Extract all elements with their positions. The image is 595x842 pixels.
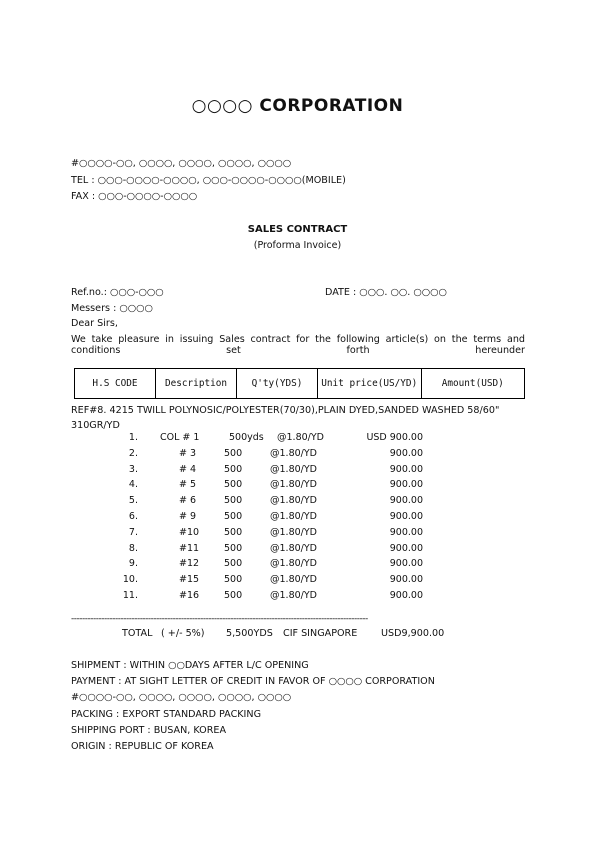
item-number: 4. <box>128 479 138 491</box>
company-address: #○○○○-○○, ○○○○, ○○○○, ○○○○, ○○○○ <box>71 158 292 169</box>
column-amount: Amount(USD) <box>421 369 525 399</box>
item-unit-price: @1.80/YD <box>270 542 317 554</box>
term-shipment: SHIPMENT : WITHIN ○○DAYS AFTER L/C OPENING <box>71 660 309 671</box>
item-quantity: 500 <box>224 558 243 570</box>
item-amount: 900.00 <box>389 558 423 570</box>
column-hs-code: H.S CODE <box>75 369 156 399</box>
messers: Messers : ○○○○ <box>71 303 153 314</box>
total-quantity: 5,500YDS <box>226 628 273 639</box>
item-number: 7. <box>128 526 138 538</box>
item-amount: 900.00 <box>389 526 423 538</box>
item-unit-price: @1.80/YD <box>270 558 317 570</box>
term-payment: PAYMENT : AT SIGHT LETTER OF CREDIT IN FAVOR OF ○○○○ CORPORATION <box>71 676 435 687</box>
total-label: TOTAL <box>122 628 153 639</box>
separator-line: ------------------------------------------------------------------------------------------------------------ <box>71 614 368 624</box>
document-date: DATE : ○○○. ○○. ○○○○ <box>325 287 447 298</box>
item-quantity: 500 <box>224 526 243 538</box>
company-tel: TEL : ○○○-○○○○-○○○○, ○○○-○○○○-○○○○(MOBILE) <box>71 175 346 186</box>
item-color: # 4 <box>179 463 197 475</box>
item-number: 5. <box>128 495 138 507</box>
item-color: # 5 <box>179 479 197 491</box>
item-quantity: 500yds <box>229 432 264 443</box>
item-color: #10 <box>179 526 200 538</box>
item-amount: 900.00 <box>389 479 423 491</box>
item-amount: 900.00 <box>389 447 423 459</box>
item-quantity: 500 <box>224 479 243 491</box>
item-amount: 900.00 <box>389 495 423 507</box>
item-unit-price: @1.80/YD <box>270 526 317 538</box>
article-weight: 310GR/YD <box>71 420 120 431</box>
total-amount: USD9,900.00 <box>381 628 445 639</box>
column-header-row <box>75 369 525 399</box>
item-unit-price: @1.80/YD <box>270 463 317 475</box>
item-unit-price: @1.80/YD <box>270 590 317 601</box>
item-amount: 900.00 <box>389 463 423 475</box>
company-fax: FAX : ○○○-○○○○-○○○○ <box>71 191 198 202</box>
item-color: # 9 <box>179 511 197 522</box>
item-quantity: 500 <box>224 590 243 601</box>
document-subtitle: (Proforma Invoice) <box>253 240 342 251</box>
item-number: 1. <box>128 432 138 443</box>
item-amount: 900.00 <box>389 574 423 586</box>
item-amount: 900.00 <box>389 542 423 554</box>
item-quantity: 500 <box>224 511 243 522</box>
column-description: Description <box>156 369 237 399</box>
item-number: 6. <box>128 511 138 522</box>
term-origin: ORIGIN : REPUBLIC OF KOREA <box>71 741 214 752</box>
document-title: SALES CONTRACT <box>247 224 348 235</box>
term-shipping-port: SHIPPING PORT : BUSAN, KOREA <box>71 725 227 736</box>
term-beneficiary-address: #○○○○-○○, ○○○○, ○○○○, ○○○○, ○○○○ <box>71 692 292 703</box>
item-number: 9. <box>128 558 138 570</box>
item-color: # 3 <box>179 447 197 459</box>
item-quantity: 500 <box>224 463 243 475</box>
item-quantity: 500 <box>224 574 243 586</box>
item-color: #12 <box>179 558 200 570</box>
item-color: #11 <box>179 542 200 554</box>
item-color: COL # 1 <box>160 432 200 443</box>
term-packing: PACKING : EXPORT STANDARD PACKING <box>71 709 261 720</box>
item-unit-price: @1.80/YD <box>270 447 317 459</box>
item-amount: USD 900.00 <box>366 432 423 443</box>
item-unit-price: @1.80/YD <box>270 511 317 522</box>
item-amount: 900.00 <box>389 511 423 522</box>
item-quantity: 500 <box>224 542 243 554</box>
column-header-table <box>74 368 525 399</box>
item-number: 3. <box>128 463 138 475</box>
item-unit-price: @1.80/YD <box>270 574 317 586</box>
item-color: #15 <box>179 574 200 586</box>
total-tolerance: ( +/- 5%) <box>161 628 205 639</box>
total-terms: CIF SINGAPORE <box>283 628 358 639</box>
column-quantity: Q'ty(YDS) <box>237 369 318 399</box>
item-number: 11. <box>122 590 138 601</box>
item-quantity: 500 <box>224 447 243 459</box>
item-color: # 6 <box>179 495 197 507</box>
reference-number: Ref.no.: ○○○-○○○ <box>71 287 164 298</box>
item-unit-price: @1.80/YD <box>277 432 324 443</box>
item-quantity: 500 <box>224 495 243 507</box>
item-unit-price: @1.80/YD <box>270 495 317 507</box>
article-description: REF#8. 4215 TWILL POLYNOSIC/POLYESTER(70/30),PLAIN DYED,SANDED WASHED 58/60" <box>71 405 500 416</box>
item-number: 2. <box>128 447 138 459</box>
company-title: ○○○○ CORPORATION <box>191 96 404 116</box>
item-color: #16 <box>179 590 200 601</box>
item-number: 8. <box>128 542 138 554</box>
intro-paragraph: We take pleasure in issuing Sales contract for the following article(s) on the terms and conditions set forth hereunder <box>71 334 525 356</box>
item-amount: 900.00 <box>389 590 423 601</box>
column-unit-price: Unit price(US/YD) <box>318 369 422 399</box>
item-unit-price: @1.80/YD <box>270 479 317 491</box>
salutation: Dear Sirs, <box>71 318 118 329</box>
item-number: 10. <box>122 574 138 586</box>
